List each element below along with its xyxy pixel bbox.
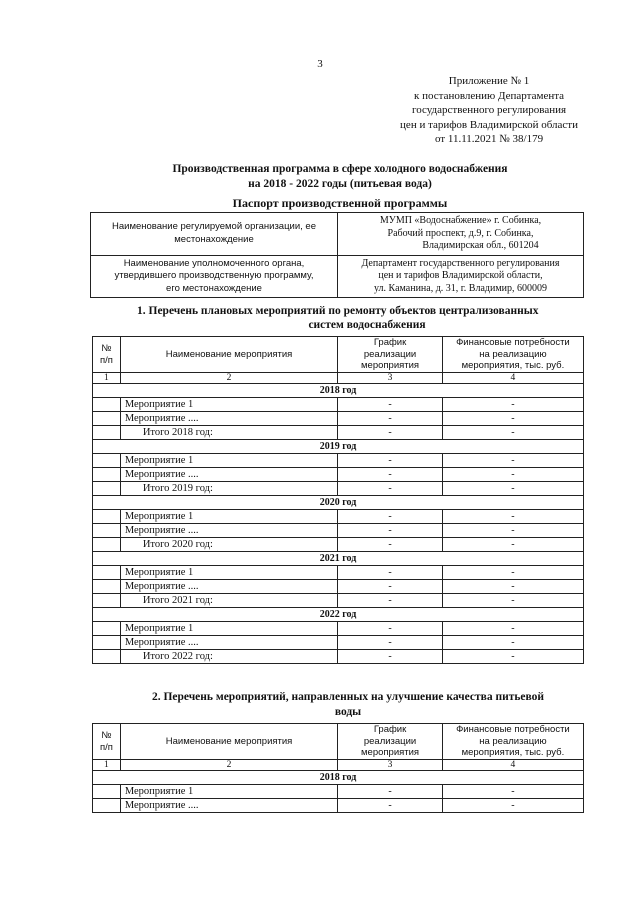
event-finance: - (442, 580, 583, 594)
col-number-header (93, 337, 121, 373)
passport-row (91, 213, 584, 256)
header-line: мероприятия, тыс. руб. (461, 747, 565, 759)
table-row (93, 468, 584, 482)
passport-table (90, 212, 584, 298)
label-line: Наименование регулируемой организации, ее (112, 221, 316, 233)
header-line: № (101, 343, 112, 354)
event-name: Мероприятие 1 (120, 566, 337, 580)
water-quality-events-table (92, 723, 584, 813)
header-line: на реализацию (479, 348, 547, 360)
section-2-heading (108, 690, 588, 720)
total-row (93, 650, 584, 664)
column-number: 1 (93, 373, 121, 384)
event-name: Мероприятие 1 (120, 785, 337, 799)
value-line: цен и тарифов Владимирской области, (378, 270, 543, 281)
total-schedule: - (338, 594, 443, 608)
table-row (93, 412, 584, 426)
column-number: 2 (120, 760, 337, 771)
row-number (93, 785, 121, 799)
appendix-line: цен и тарифов Владимирской области (400, 118, 578, 131)
appendix-line: Приложение № 1 (448, 75, 530, 87)
header-line: на реализацию (479, 735, 547, 747)
event-schedule: - (338, 398, 443, 412)
header-line: № (101, 730, 112, 741)
header-line: мероприятия, тыс. руб. (461, 360, 565, 372)
row-number (93, 566, 121, 580)
event-schedule: - (338, 799, 443, 813)
appendix-line: от 11.11.2021 № 38/179 (434, 133, 544, 145)
year-label: 2021 год (93, 552, 584, 566)
total-finance: - (442, 426, 583, 440)
event-name: Мероприятие .... (120, 412, 337, 426)
event-finance: - (442, 398, 583, 412)
year-label: 2018 год (93, 771, 584, 785)
year-row (93, 552, 584, 566)
section-line: систем водоснабжения (308, 319, 426, 331)
header-line: п/п (99, 741, 113, 753)
table-row (93, 510, 584, 524)
title-line: Производственная программа в сфере холодного водоснабжения (172, 163, 508, 175)
event-schedule: - (338, 566, 443, 580)
column-number: 4 (442, 760, 583, 771)
header-line: График (373, 724, 407, 736)
total-row (93, 426, 584, 440)
section-line: 1. Перечень плановых мероприятий по ремонту объектов централизованных (137, 305, 539, 317)
table-row (93, 636, 584, 650)
total-finance: - (442, 482, 583, 496)
total-schedule: - (338, 650, 443, 664)
total-finance: - (442, 594, 583, 608)
table-row (93, 454, 584, 468)
repair-events-table (92, 336, 584, 664)
event-schedule: - (338, 785, 443, 799)
col-schedule-header (338, 337, 443, 373)
row-number (93, 412, 121, 426)
event-schedule: - (338, 412, 443, 426)
passport-value (338, 255, 584, 298)
row-number (93, 580, 121, 594)
table-header-row (93, 724, 584, 760)
year-row (93, 496, 584, 510)
col-number-header (93, 724, 121, 760)
value-line: ул. Каманина, д. 31, г. Владимир, 600009 (374, 282, 547, 294)
passport-row (91, 255, 584, 298)
event-finance: - (442, 524, 583, 538)
event-schedule: - (338, 636, 443, 650)
col-finance-header (442, 724, 583, 760)
total-finance: - (442, 538, 583, 552)
event-finance: - (442, 566, 583, 580)
total-label: Итого 2018 год: (120, 426, 337, 440)
event-name: Мероприятие .... (120, 799, 337, 813)
year-row (93, 440, 584, 454)
table-row (93, 580, 584, 594)
header-line: Финансовые потребности (456, 724, 570, 736)
passport-label (91, 213, 338, 256)
event-schedule: - (338, 580, 443, 594)
event-schedule: - (338, 622, 443, 636)
label-line: утвердившего производственную программу, (114, 270, 314, 281)
value-line: Владимирская обл., 601204 (422, 240, 539, 251)
col-finance-header (442, 337, 583, 373)
column-number: 3 (338, 760, 443, 771)
event-schedule: - (338, 454, 443, 468)
event-name: Мероприятие 1 (120, 454, 337, 468)
appendix-line: государственного регулирования (411, 104, 567, 116)
total-label: Итого 2022 год: (120, 650, 337, 664)
event-finance: - (442, 454, 583, 468)
row-number (93, 622, 121, 636)
column-number: 2 (120, 373, 337, 384)
passport-value (338, 213, 584, 256)
header-line: мероприятия (361, 747, 420, 759)
document-title (0, 162, 640, 192)
column-number: 4 (442, 373, 583, 384)
event-name: Мероприятие .... (120, 580, 337, 594)
column-number-row (93, 373, 584, 384)
appendix-block (400, 74, 578, 147)
title-line: на 2018 - 2022 годы (питьевая вода) (248, 178, 432, 190)
row-number (93, 538, 121, 552)
event-finance: - (442, 799, 583, 813)
row-number (93, 799, 121, 813)
event-name: Мероприятие .... (120, 468, 337, 482)
year-label: 2018 год (93, 384, 584, 398)
event-name: Мероприятие .... (120, 636, 337, 650)
passport-title: Паспорт производственной программы (232, 196, 448, 210)
header-line: График (373, 337, 407, 349)
total-label: Итого 2021 год: (120, 594, 337, 608)
column-number: 1 (93, 760, 121, 771)
header-line: п/п (99, 354, 113, 366)
header-line: мероприятия (361, 360, 420, 372)
table-row (93, 622, 584, 636)
table-header-row (93, 337, 584, 373)
table-row (93, 785, 584, 799)
header-line: реализации (363, 735, 417, 747)
year-label: 2019 год (93, 440, 584, 454)
row-number (93, 426, 121, 440)
value-line: Рабочий проспект, д.9, г. Собинка, (387, 227, 534, 239)
col-name-header: Наименование мероприятия (120, 337, 337, 373)
label-line: его местонахождение (166, 282, 262, 294)
event-schedule: - (338, 510, 443, 524)
page-number: 3 (317, 58, 323, 70)
column-number-row (93, 760, 584, 771)
year-label: 2022 год (93, 608, 584, 622)
total-schedule: - (338, 426, 443, 440)
total-row (93, 482, 584, 496)
table-row (93, 566, 584, 580)
table-row (93, 524, 584, 538)
col-schedule-header (338, 724, 443, 760)
event-finance: - (442, 510, 583, 524)
event-finance: - (442, 785, 583, 799)
row-number (93, 398, 121, 412)
total-finance: - (442, 650, 583, 664)
section-1-heading (137, 304, 597, 332)
event-name: Мероприятие 1 (120, 398, 337, 412)
label-line: местонахождение (174, 233, 254, 245)
row-number (93, 636, 121, 650)
table-row (93, 398, 584, 412)
year-label: 2020 год (93, 496, 584, 510)
header-line: реализации (363, 348, 417, 360)
row-number (93, 594, 121, 608)
label-line: Наименование уполномоченного органа, (123, 257, 305, 269)
col-name-header: Наименование мероприятия (120, 724, 337, 760)
event-finance: - (442, 622, 583, 636)
event-finance: - (442, 468, 583, 482)
event-finance: - (442, 412, 583, 426)
row-number (93, 524, 121, 538)
event-schedule: - (338, 524, 443, 538)
total-row (93, 594, 584, 608)
row-number (93, 468, 121, 482)
row-number (93, 482, 121, 496)
row-number (93, 650, 121, 664)
total-schedule: - (338, 482, 443, 496)
row-number (93, 510, 121, 524)
event-name: Мероприятие .... (120, 524, 337, 538)
total-label: Итого 2020 год: (120, 538, 337, 552)
event-schedule: - (338, 468, 443, 482)
year-row (93, 384, 584, 398)
year-row (93, 608, 584, 622)
event-name: Мероприятие 1 (120, 622, 337, 636)
appendix-line: к постановлению Департамента (414, 89, 565, 102)
total-row (93, 538, 584, 552)
total-label: Итого 2019 год: (120, 482, 337, 496)
row-number (93, 454, 121, 468)
table-row (93, 799, 584, 813)
section-line: 2. Перечень мероприятий, направленных на улучшение качества питьевой (151, 691, 545, 703)
total-schedule: - (338, 538, 443, 552)
passport-label (91, 255, 338, 298)
year-row (93, 771, 584, 785)
header-line: Финансовые потребности (456, 337, 570, 349)
value-line: МУМП «Водоснабжение» г. Собинка, (379, 215, 542, 226)
event-finance: - (442, 636, 583, 650)
column-number: 3 (338, 373, 443, 384)
section-line: воды (334, 706, 362, 718)
event-name: Мероприятие 1 (120, 510, 337, 524)
value-line: Департамент государственного регулирования (361, 257, 560, 269)
